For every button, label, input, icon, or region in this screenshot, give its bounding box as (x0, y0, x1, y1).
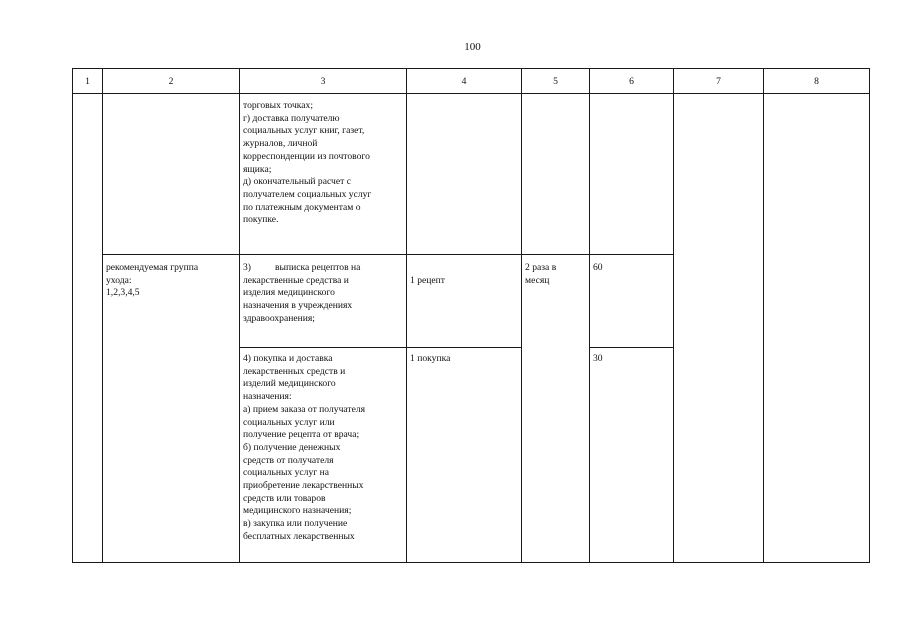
header-col-2: 2 (168, 76, 174, 87)
col1-left-border (72, 68, 73, 563)
header-col-5: 5 (553, 76, 558, 87)
row2-care-group: рекомендуемая группа ухода: 1,2,3,4,5 (106, 262, 199, 299)
table-bottom-border (72, 562, 870, 563)
row3-service-description: 4) покупка и доставка лекарственных средств и изделий медицинского назначения: а) прием заказа от получателя социальных услуг или получение рецепта от врача; б) получение денежных средств от получателя социальных услуг на приобретение лекарственных средств или товаров медицинского назначения; в) закупка или получение бесплатных лекарственных (243, 353, 366, 542)
header-col-6: 6 (629, 76, 634, 87)
table-right-border (869, 68, 870, 563)
row3-value: 30 (593, 353, 603, 364)
col2-left-border (102, 68, 103, 563)
row1-bottom-border (102, 254, 673, 255)
row2-unit: 1 рецепт (410, 275, 445, 286)
col8-left-border (763, 68, 764, 563)
row1-service-description: торговых точках; г) доставка получателю социальных услуг книг, газет, журналов, личной корреспонденции из почтового ящика; д) окончательный расчет с получателем социальных услуг по платежным документам о покупке. (243, 100, 372, 226)
header-col-1: 1 (85, 76, 90, 87)
col5-left-border (521, 68, 522, 563)
table-top-border (72, 68, 870, 69)
row2-bottom-border-col6 (589, 347, 673, 348)
row2-value: 60 (593, 262, 603, 273)
row2-frequency: 2 раза в месяц (525, 262, 557, 286)
header-col-8: 8 (814, 76, 819, 87)
col7-left-border (673, 68, 674, 563)
row2-bottom-border-col3-4 (239, 347, 521, 348)
header-col-3: 3 (320, 76, 326, 87)
header-col-4: 4 (461, 76, 467, 87)
header-col-7: 7 (716, 76, 721, 87)
col6-left-border (589, 68, 590, 563)
page-number: 100 (464, 41, 481, 53)
col3-left-border (239, 68, 240, 563)
header-bottom-border (72, 93, 870, 94)
row3-unit: 1 покупка (410, 353, 451, 364)
row2-service-description: 3) выписка рецептов на лекарственные средства и изделия медицинского назначения в учреждениях здравоохранения; (243, 262, 361, 324)
col4-left-border (406, 68, 407, 563)
